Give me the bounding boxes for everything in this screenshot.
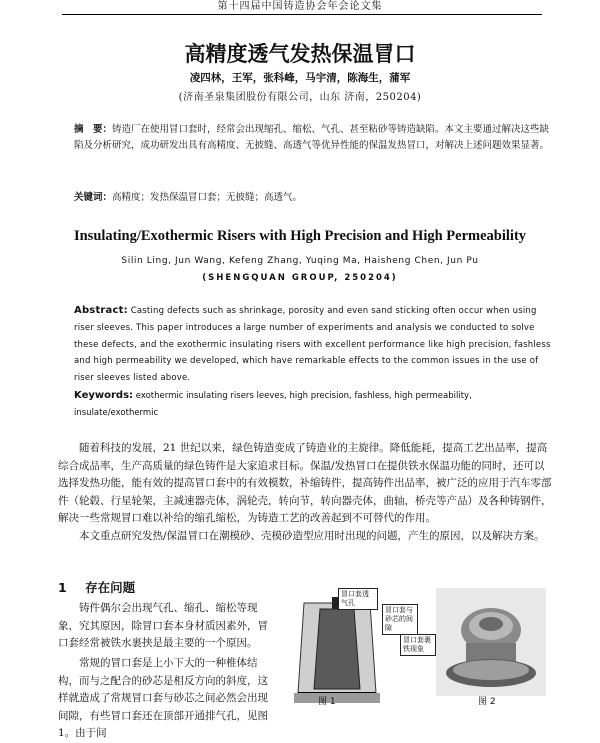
authors-en: Silin Ling, Jun Wang, Kefeng Zhang, Yuqing Ma, Haisheng Chen, Jun Pu (121, 256, 479, 266)
keywords-en-text: exothermic insulating risers leeves, high precision, fashless, high permeability, insulate/exothermic (74, 391, 472, 418)
header-rule (62, 14, 542, 15)
section-1-paragraph-2: 常规的冒口套是上小下大的一种椎体结构，而与之配合的砂芯是相反方向的斜度，这样就造成了常规冒口套与砂芯之间必然会出现间隙，有些冒口套还在顶部开通排气孔，见图 1。由于间 (58, 657, 268, 739)
paper-title-en: Insulating/Exothermic Risers with High Precision and High Permeability (73, 228, 527, 244)
keywords-cn-label: 关键词： (74, 192, 113, 203)
abstract-cn (74, 122, 554, 154)
abstract-en-label: Abstract: (74, 305, 128, 316)
section-1-heading (58, 578, 135, 596)
figure-1-callout-gap: 冒口套与砂芯的间隙 (382, 604, 418, 635)
running-header: 第十四届中国铸造协会年会论文集 (217, 1, 383, 12)
paper-title-cn: 高精度透气发热保温冒口 (184, 42, 416, 66)
keywords-cn-text: 高精度；发热保温冒口套；无披缝；高透气。 (112, 192, 303, 203)
section-1-number: 1 (58, 580, 67, 595)
abstract-en (74, 303, 554, 387)
intro-paragraph-2: 本文重点研究发热/保温冒口在潮模砂、壳模砂造型应用时出现的问题，产生的原因，以及解决方案。 (79, 530, 545, 542)
keywords-en (74, 388, 554, 422)
affiliation-cn: (济南圣泉集团股份有限公司，山东 济南，250204) (178, 92, 422, 103)
affiliation-en: (SHENGQUAN GROUP, 250204) (202, 273, 398, 283)
abstract-cn-text: 铸造厂在使用冒口套时，经常会出现缩孔、缩松、气孔、甚至粘砂等铸造缺陷。本文主要通过解决这些缺陷及分析研究，成功研发出具有高精度、无披缝、高透气等优异性能的保温发热冒口，对解决上述问题效果显著。 (74, 124, 550, 151)
figure-2-photo (436, 588, 546, 696)
figure-2-callout: 冒口套裹铁现象 (400, 634, 436, 656)
figure-1-caption: 图 1 (318, 697, 336, 707)
abstract-cn-label: 摘 要： (74, 124, 113, 135)
figure-2-caption: 图 2 (478, 697, 496, 707)
section-1-paragraph-1: 铸件偶尔会出现气孔、缩孔、缩松等现象，究其原因，除冒口套本身材质因素外，冒口套经常被铁水裹挟是最主要的一个原因。 (58, 602, 268, 649)
keywords-cn (74, 189, 554, 203)
section-1-title: 存在问题 (85, 580, 136, 595)
abstract-en-text: Casting defects such as shrinkage, porosity and even sand sticking often occur when using riser sleeves. This paper introduces a large number of experiments and analysis we conducted to solve these defects, and the exothermic insulating risers with excellent performance like high precision, fashless and high permeability we developed, which have remarkable effects to the common issues in the use of riser sleeves listed above. (74, 306, 551, 384)
figure-2 (436, 588, 546, 696)
keywords-en-label: Keywords: (74, 390, 134, 401)
intro-paragraph-1: 随着科技的发展，21 世纪以来，绿色铸造变成了铸造业的主旋律。降低能耗，提高工艺出品率，提高综合成品率，生产高质量的绿色铸件是大家追求目标。保温/发热冒口在提供铁水保温功能的同时，还可以选择发热功能，能有效的提高冒口套中的有效模数，补缩铸件，提高铸件出品率，被广泛的应用于汽车零部件（轮毂、行星轮架，主减速器壳体，涡轮壳，转向节，转向器壳体，曲轴，桥壳等产品）及各种铸钢件，解决一些常规冒口难以补给的缩孔缩松，为铸造工艺的改善起到不可替代的作用。 (58, 442, 552, 524)
authors-cn: 凌四林，王军，张科峰，马宇清，陈海生，蒲军 (189, 72, 411, 84)
figure-1-callout-vent: 冒口套透气孔 (338, 588, 378, 610)
